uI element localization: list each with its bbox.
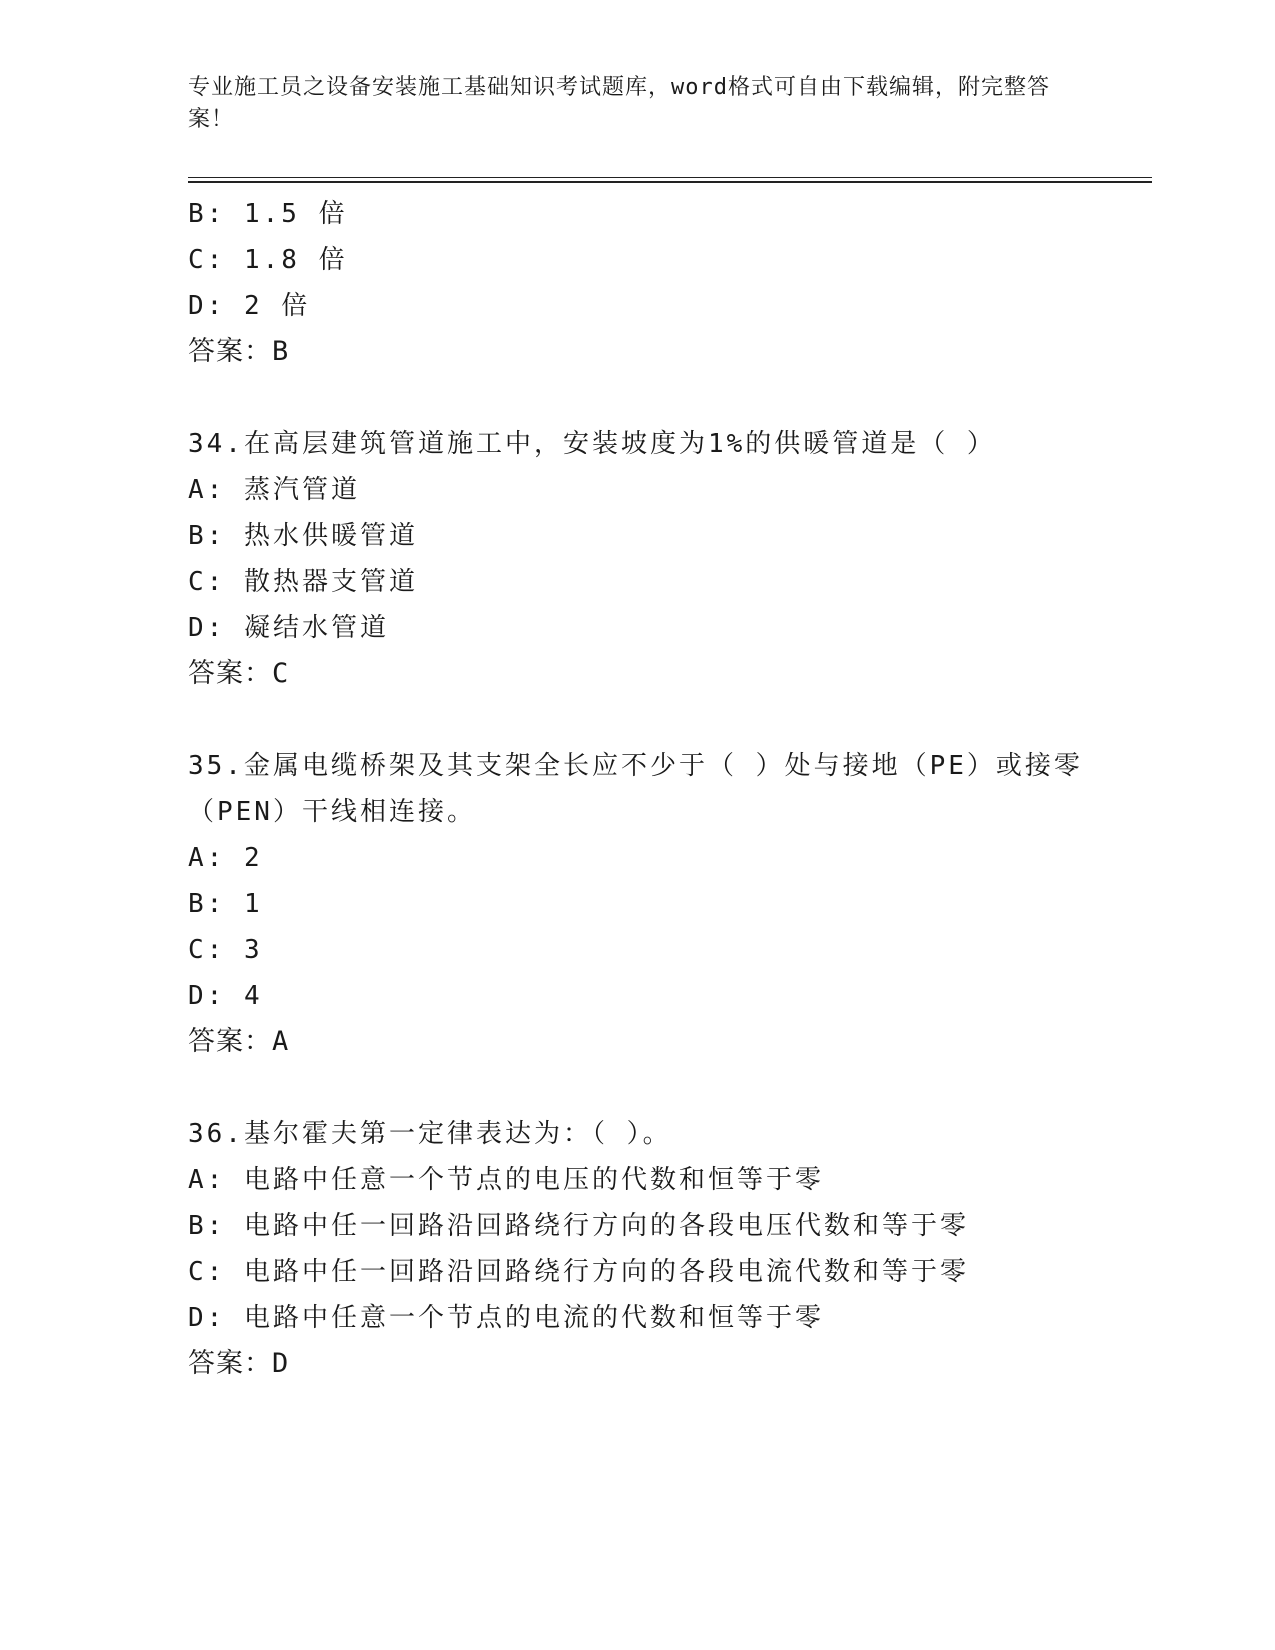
header-divider-thin xyxy=(188,177,1152,178)
option-d: D: 2 倍 xyxy=(188,291,311,321)
header-title: 专业施工员之设备安装施工基础知识考试题库，word格式可自由下载编辑，附完整答案！ xyxy=(188,75,1050,132)
option-b: B: 1 xyxy=(188,889,263,919)
question-stem: 34.在高层建筑管道施工中，安装坡度为1%的供暖管道是（ ） xyxy=(188,429,996,459)
option-d: D: 凝结水管道 xyxy=(188,613,389,643)
option-b: B: 热水供暖管道 xyxy=(188,521,418,551)
question-content xyxy=(188,191,1088,1387)
answer-line: 答案：C xyxy=(188,658,290,689)
answer-line: 答案：D xyxy=(188,1348,290,1379)
option-c: C: 电路中任一回路沿回路绕行方向的各段电流代数和等于零 xyxy=(188,1257,969,1287)
header-divider-thick xyxy=(188,181,1152,183)
option-a: A: 2 xyxy=(188,843,263,873)
answer-line: 答案：A xyxy=(188,1026,290,1057)
option-c: C: 1.8 倍 xyxy=(188,245,348,275)
option-d: D: 电路中任意一个节点的电流的代数和恒等于零 xyxy=(188,1303,824,1333)
option-d: D: 4 xyxy=(188,981,263,1011)
option-b: B: 电路中任一回路沿回路绕行方向的各段电压代数和等于零 xyxy=(188,1211,969,1241)
option-a: A: 电路中任意一个节点的电压的代数和恒等于零 xyxy=(188,1165,824,1195)
option-c: C: 3 xyxy=(188,935,263,965)
answer-line: 答案：B xyxy=(188,336,290,367)
option-b: B: 1.5 倍 xyxy=(188,199,348,229)
question-stem: 35.金属电缆桥架及其支架全长应不少于（ ）处与接地（PE）或接零（PEN）干线相连接。 xyxy=(188,751,1083,827)
option-c: C: 散热器支管道 xyxy=(188,567,418,597)
option-a: A: 蒸汽管道 xyxy=(188,475,360,505)
question-stem: 36.基尔霍夫第一定律表达为：（ ）。 xyxy=(188,1119,672,1149)
